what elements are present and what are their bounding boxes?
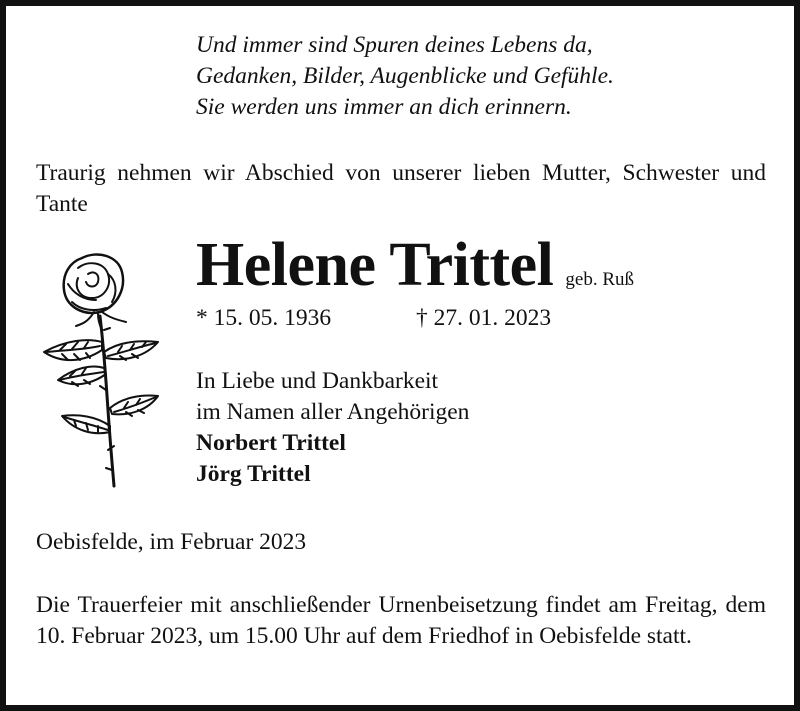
deceased-name: Helene Trittel <box>196 231 554 299</box>
mourner-name: Jörg Trittel <box>196 461 311 487</box>
signoff-line: im Namen aller Angehörigen <box>196 399 470 425</box>
signoff-block <box>196 366 469 490</box>
verse-line: Gedanken, Bilder, Augenblicke und Gefühle. <box>196 63 614 89</box>
place-and-date: Oebisfelde, im Februar 2023 <box>36 529 307 555</box>
verse-line: Und immer sind Spuren deines Lebens da, <box>196 32 593 58</box>
signoff-line: In Liebe und Dankbarkeit <box>196 368 439 394</box>
verse-line: Sie werden uns immer an dich erinnern. <box>196 94 572 120</box>
memorial-verse <box>196 30 756 123</box>
deceased-heading <box>196 230 634 300</box>
rose-icon <box>38 250 168 490</box>
maiden-name: geb. Ruß <box>565 269 635 290</box>
birth-date: * 15. 05. 1936 <box>196 305 332 331</box>
announcement-intro: Traurig nehmen wir Abschied von unserer lieben Mutter, Schwester und Tante <box>36 160 766 217</box>
mourner-name: Norbert Trittel <box>196 430 346 456</box>
death-date: † 27. 01. 2023 <box>416 305 552 331</box>
funeral-service-info: Die Trauerfeier mit anschließender Urnenbeisetzung findet am Freitag, dem 10. Februar 2023, um 15.00 Uhr auf dem Friedhof in Oebisfelde statt. <box>36 592 766 649</box>
